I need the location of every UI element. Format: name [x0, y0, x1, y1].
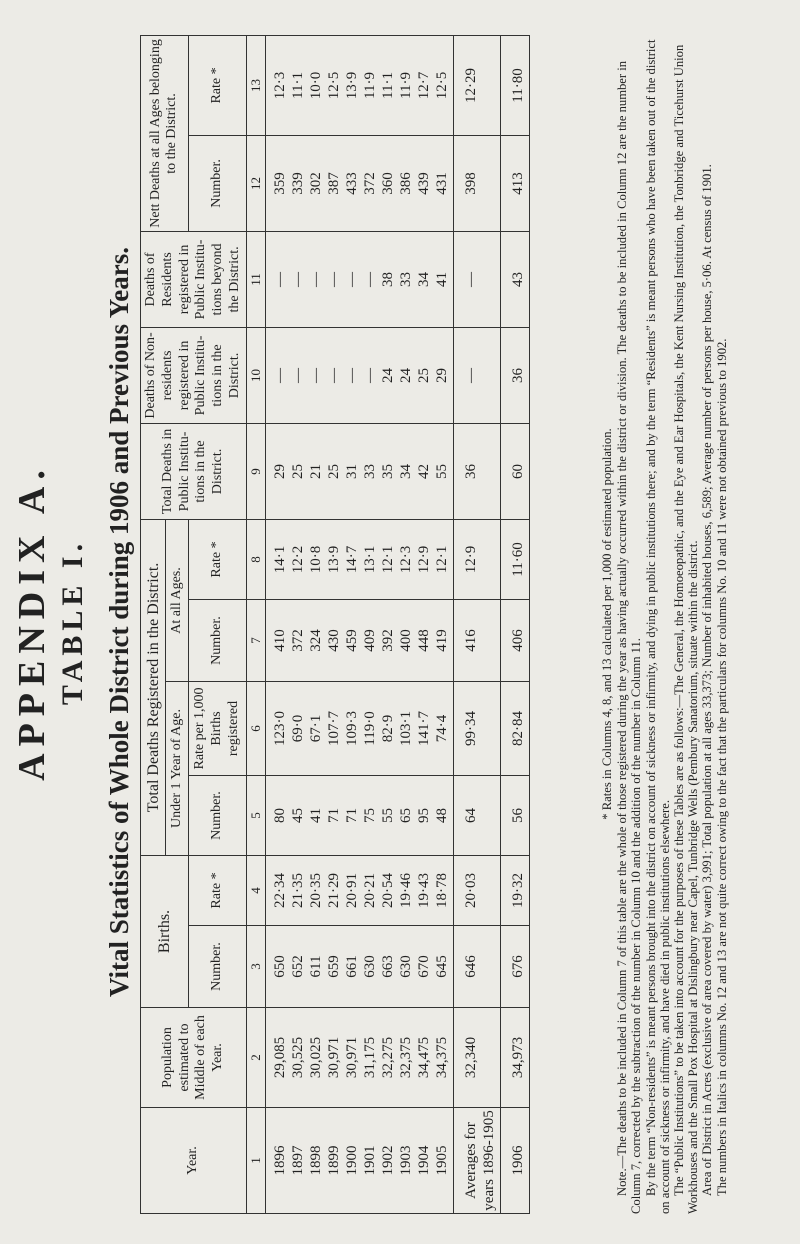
cell-value-a_num: 419	[433, 629, 450, 652]
cell-value-pop: 32,275	[379, 1036, 396, 1079]
current-nett-rate: 11·80	[500, 35, 529, 135]
cell-value-u_num: 71	[343, 808, 360, 823]
cell-value-res: —	[343, 271, 360, 287]
cell-value-pop: 30,025	[307, 1036, 324, 1079]
cell-value-non: 25	[415, 367, 432, 383]
cell-value-year: 1898	[307, 1145, 324, 1176]
cell-value-a_num: 409	[361, 629, 378, 652]
cell-value-year: 1896	[271, 1145, 288, 1176]
column-number: 3	[246, 926, 265, 1008]
cell-value-a_rate: 12·1	[433, 545, 450, 574]
cell-value-pub: 33	[361, 463, 378, 479]
cell-value-a_rate: 12·3	[397, 545, 414, 574]
cell-value-b_rate: 20·54	[379, 873, 396, 908]
cell-value-u_num: 45	[289, 808, 306, 823]
cell-value-b_rate: 18·78	[433, 873, 450, 908]
cell-value-b_num: 661	[343, 955, 360, 978]
cell-value-u_num: 55	[379, 808, 396, 823]
column-number: 10	[246, 327, 265, 423]
cell-value-year: 1899	[325, 1145, 342, 1176]
cell-value-b_num: 630	[397, 955, 414, 978]
cell-value-b_num: 670	[415, 955, 432, 978]
cell-value-a_num: 324	[307, 629, 324, 652]
cell-value-res: —	[289, 271, 306, 287]
column-number: 11	[246, 231, 265, 327]
averages-births-rate: 20·03	[453, 856, 500, 926]
cell-value-a_num: 392	[379, 629, 396, 652]
under-one-number-header: Number.	[188, 776, 246, 856]
cell-value-n_num: 339	[289, 172, 306, 195]
column-number: 6	[246, 682, 265, 776]
col-under-one-header: Under 1 Year of Age.	[166, 682, 189, 856]
cell-value-n_num: 302	[307, 172, 324, 195]
note-paragraph: Note.—The deaths to be included in Column 7 of this table are the whole of those registered during the year as having actually occurred within the district or division. The deaths to be included in Column 12 are the number in Column 7, corrected by the subtraction of the number in Column 10 and the addition of the number in Column 11.	[615, 60, 644, 1214]
table-heading: Vital Statistics of Whole District during 1906 and Previous Years.	[104, 247, 134, 997]
current-non-residents: 36	[500, 327, 529, 423]
current-all-ages-number: 406	[500, 600, 529, 682]
cell-value-n_num: 431	[433, 172, 450, 195]
cell-value-pub: 21	[307, 463, 324, 479]
nett-rate-cell	[265, 35, 453, 135]
cell-value-year: 1904	[415, 1145, 432, 1176]
births-number-header: Number.	[188, 926, 246, 1008]
cell-value-a_num: 448	[415, 629, 432, 652]
cell-value-pub: 31	[343, 463, 360, 479]
averages-nett-number: 398	[453, 135, 500, 231]
cell-value-b_rate: 22·34	[271, 873, 288, 908]
nett-number-header: Number.	[188, 135, 246, 231]
cell-value-res: 34	[415, 271, 432, 287]
cell-value-u_num: 80	[271, 808, 288, 823]
cell-value-n_num: 387	[325, 172, 342, 195]
note-paragraph: By the term “Non-residents” is meant persons brought into the district on account of sickness or infirmity, and dying in public institutions there; and by the term “Residents” is meant persons who have been taken out of the district on account of sickness or infirmity, and have died in public institutions elsewhere.	[643, 39, 672, 1214]
cell-value-a_num: 400	[397, 629, 414, 652]
cell-value-year: 1897	[289, 1145, 306, 1176]
averages-residents-beyond: —	[453, 231, 500, 327]
cell-value-year: 1903	[397, 1145, 414, 1176]
cell-value-pub: 42	[415, 463, 432, 479]
public-inst-cell	[265, 423, 453, 519]
cell-value-res: —	[307, 271, 324, 287]
appendix-title: APPENDIX A.	[11, 463, 53, 781]
all-ages-number-header: Number.	[188, 600, 246, 682]
current-nett-number: 413	[500, 135, 529, 231]
cell-value-pop: 30,971	[343, 1036, 360, 1079]
cell-value-non: 24	[379, 367, 396, 383]
all-ages-number-cell	[265, 600, 453, 682]
cell-value-pop: 34,375	[433, 1036, 450, 1079]
current-births-number: 676	[500, 926, 529, 1008]
rates-footnote: * Rates in Columns 4, 8, and 13 calculated per 1,000 of estimated population.	[600, 428, 614, 820]
col-year-header: Year.	[141, 1108, 247, 1214]
cell-value-year: 1905	[433, 1145, 450, 1176]
cell-value-a_rate: 12·1	[379, 545, 396, 574]
cell-value-u_rate: 67·1	[307, 714, 324, 743]
cell-value-n_rate: 12·7	[415, 71, 432, 100]
cell-value-a_rate: 14·7	[343, 545, 360, 574]
births-rate-header: Rate *	[188, 856, 246, 926]
averages-public-inst: 36	[453, 423, 500, 519]
column-number: 8	[246, 519, 265, 599]
cell-value-a_num: 410	[271, 629, 288, 652]
cell-value-b_num: 663	[379, 955, 396, 978]
cell-value-year: 1902	[379, 1145, 396, 1176]
averages-births-number: 646	[453, 926, 500, 1008]
cell-value-b_rate: 21·35	[289, 873, 306, 908]
cell-value-n_rate: 13·9	[343, 71, 360, 100]
cell-value-pop: 29,085	[271, 1036, 288, 1079]
cell-value-n_num: 372	[361, 172, 378, 195]
cell-value-b_num: 630	[361, 955, 378, 978]
current-all-ages-rate: 11·60	[500, 519, 529, 599]
cell-value-u_num: 65	[397, 808, 414, 823]
cell-value-pub: 55	[433, 463, 450, 479]
cell-value-res: 38	[379, 271, 396, 287]
cell-value-non: 29	[433, 367, 450, 383]
col-public-inst-header: Total Deaths in Public Institu-tions in the District.	[141, 423, 247, 519]
col-births-header: Births.	[141, 856, 189, 1008]
cell-value-non: —	[343, 367, 360, 383]
cell-value-b_rate: 19·46	[397, 873, 414, 908]
col-residents-beyond-header: Deaths of Residents registered in Public Institu-tions beyond the District.	[141, 231, 247, 327]
averages-nett-rate: 12·29	[453, 35, 500, 135]
cell-value-b_num: 659	[325, 955, 342, 978]
cell-value-u_rate: 109·3	[343, 711, 360, 746]
births-number-cell	[265, 926, 453, 1008]
cell-value-res: —	[271, 271, 288, 287]
cell-value-pub: 25	[325, 463, 342, 479]
cell-value-a_rate: 14·1	[271, 545, 288, 574]
cell-value-n_num: 386	[397, 172, 414, 195]
averages-all-ages-number: 416	[453, 600, 500, 682]
cell-value-u_rate: 103·1	[397, 711, 414, 746]
all-ages-rate-cell	[265, 519, 453, 599]
cell-value-n_rate: 12·5	[325, 71, 342, 100]
cell-value-n_rate: 11·9	[397, 71, 414, 99]
vital-statistics-table	[140, 35, 530, 1214]
cell-value-n_rate: 11·1	[289, 71, 306, 99]
column-number: 9	[246, 423, 265, 519]
cell-value-pub: 25	[289, 463, 306, 479]
cell-value-a_rate: 10·8	[307, 545, 324, 574]
cell-value-b_rate: 20·91	[343, 873, 360, 908]
nett-number-cell	[265, 135, 453, 231]
cell-value-non: —	[307, 367, 324, 383]
cell-value-u_num: 75	[361, 808, 378, 823]
cell-value-n_num: 433	[343, 172, 360, 195]
col-nett-deaths-header: Nett Deaths at all Ages belonging to the District.	[141, 35, 189, 231]
population-cell	[265, 1008, 453, 1108]
cell-value-b_num: 652	[289, 955, 306, 978]
cell-value-n_num: 439	[415, 172, 432, 195]
cell-value-res: —	[325, 271, 342, 287]
cell-value-a_num: 459	[343, 629, 360, 652]
averages-row	[453, 35, 500, 1213]
note-paragraph: The “Public Institutions” to be taken into account for the purposes of these Tables are as follows:—The General, the Homoeopathic, and the Eye and Ear Hospitals, the Kent Nursing Institution, the Tonbridge and Ticehurst Union Workhouses and the Small Pox Hospital at Dislingbury near Capel, Tunbridge Wells (Pembury Sanatorium, situate within the district.	[672, 44, 701, 1214]
current-residents-beyond: 43	[500, 231, 529, 327]
cell-value-non: —	[271, 367, 288, 383]
averages-label: Averages for years 1896-1905	[453, 1108, 500, 1214]
cell-value-u_rate: 141·7	[415, 711, 432, 746]
averages-population: 32,340	[453, 1008, 500, 1108]
column-number: 5	[246, 776, 265, 856]
cell-value-b_num: 645	[433, 955, 450, 978]
cell-value-b_rate: 20·21	[361, 873, 378, 908]
cell-value-pub: 34	[397, 463, 414, 479]
averages-under-one-rate: 99·34	[453, 682, 500, 776]
current-under-one-number: 56	[500, 776, 529, 856]
cell-value-pop: 31,175	[361, 1036, 378, 1079]
cell-value-res: —	[361, 271, 378, 287]
column-number: 12	[246, 135, 265, 231]
col-population-header: Population estimated to Middle of each Year.	[141, 1008, 247, 1108]
cell-value-year: 1901	[361, 1145, 378, 1176]
current-year-row	[500, 35, 529, 1213]
births-rate-cell	[265, 856, 453, 926]
averages-all-ages-rate: 12·9	[453, 519, 500, 599]
note-paragraph: The numbers in Italics in columns No. 12 and 13 are not quite correct owing to the fact that the particulars for columns No. 10 and 11 were not obtained previous to 1902.	[714, 338, 729, 1196]
cell-value-u_rate: 82·9	[379, 714, 396, 743]
cell-value-res: 33	[397, 271, 414, 287]
current-births-rate: 19·32	[500, 856, 529, 926]
cell-value-b_num: 611	[307, 955, 324, 978]
cell-value-pop: 32,375	[397, 1036, 414, 1079]
under-one-rate-header: Rate per 1,000 Births registered	[188, 682, 246, 776]
cell-value-pop: 34,475	[415, 1036, 432, 1079]
cell-value-n_rate: 12·3	[271, 71, 288, 100]
nett-rate-header: Rate *	[188, 35, 246, 135]
cell-value-u_rate: 69·0	[289, 714, 306, 743]
cell-value-a_rate: 12·9	[415, 545, 432, 574]
column-number: 13	[246, 35, 265, 135]
col-total-deaths-header: Total Deaths Registered in the District.	[141, 519, 166, 855]
column-number: 1	[246, 1108, 265, 1214]
averages-under-one-number: 64	[453, 776, 500, 856]
table-label: TABLE I.	[56, 538, 89, 706]
cell-value-non: —	[325, 367, 342, 383]
current-public-inst: 60	[500, 423, 529, 519]
cell-value-u_num: 95	[415, 808, 432, 823]
cell-value-u_num: 48	[433, 808, 450, 823]
cell-value-b_rate: 21·29	[325, 873, 342, 908]
cell-value-b_rate: 19·43	[415, 873, 432, 908]
note-paragraph: Area of District in Acres (exclusive of area covered by water) 3,991; Total population at all ages 33,373; Number of inhabited houses, 6,589; Average number of persons per house, 5·06. At census of 1901.	[700, 164, 715, 1196]
non-residents-cell	[265, 327, 453, 423]
under-one-rate-cell	[265, 682, 453, 776]
cell-value-pub: 29	[271, 463, 288, 479]
column-number: 7	[246, 600, 265, 682]
cell-value-pub: 35	[379, 463, 396, 479]
cell-value-a_num: 430	[325, 629, 342, 652]
under-one-number-cell	[265, 776, 453, 856]
cell-value-non: —	[361, 367, 378, 383]
cell-value-n_rate: 10·0	[307, 71, 324, 100]
cell-value-n_rate: 11·9	[361, 71, 378, 99]
column-number: 2	[246, 1008, 265, 1108]
column-number: 4	[246, 856, 265, 926]
cell-value-a_rate: 12·2	[289, 545, 306, 574]
cell-value-non: —	[289, 367, 306, 383]
cell-value-b_rate: 20·35	[307, 873, 324, 908]
cell-value-pop: 30,525	[289, 1036, 306, 1079]
cell-value-b_num: 650	[271, 955, 288, 978]
cell-value-u_num: 41	[307, 808, 324, 823]
cell-value-n_num: 360	[379, 172, 396, 195]
col-all-ages-header: At all Ages.	[166, 519, 189, 681]
cell-value-n_num: 359	[271, 172, 288, 195]
cell-value-u_rate: 74·4	[433, 714, 450, 743]
cell-value-a_rate: 13·1	[361, 545, 378, 574]
year-cell	[265, 1108, 453, 1214]
table-notes	[600, 34, 729, 1214]
cell-value-u_rate: 107·7	[325, 711, 342, 746]
current-population: 34,973	[500, 1008, 529, 1108]
cell-value-u_rate: 119·0	[361, 711, 378, 746]
residents-beyond-cell	[265, 231, 453, 327]
cell-value-a_rate: 13·9	[325, 545, 342, 574]
cell-value-n_rate: 11·1	[379, 71, 396, 99]
cell-value-n_rate: 12·5	[433, 71, 450, 100]
averages-non-residents: —	[453, 327, 500, 423]
cell-value-pop: 30,971	[325, 1036, 342, 1079]
all-ages-rate-header: Rate *	[188, 519, 246, 599]
cell-value-non: 24	[397, 367, 414, 383]
yearly-data-row	[265, 35, 453, 1213]
cell-value-u_num: 71	[325, 808, 342, 823]
current-year-label: 1906	[500, 1108, 529, 1214]
cell-value-u_rate: 123·0	[271, 711, 288, 746]
cell-value-a_num: 372	[289, 629, 306, 652]
col-non-residents-header: Deaths of Non-residents registered in Public Institu-tions in the District.	[141, 327, 247, 423]
cell-value-res: 41	[433, 271, 450, 287]
current-under-one-rate: 82·84	[500, 682, 529, 776]
cell-value-year: 1900	[343, 1145, 360, 1176]
